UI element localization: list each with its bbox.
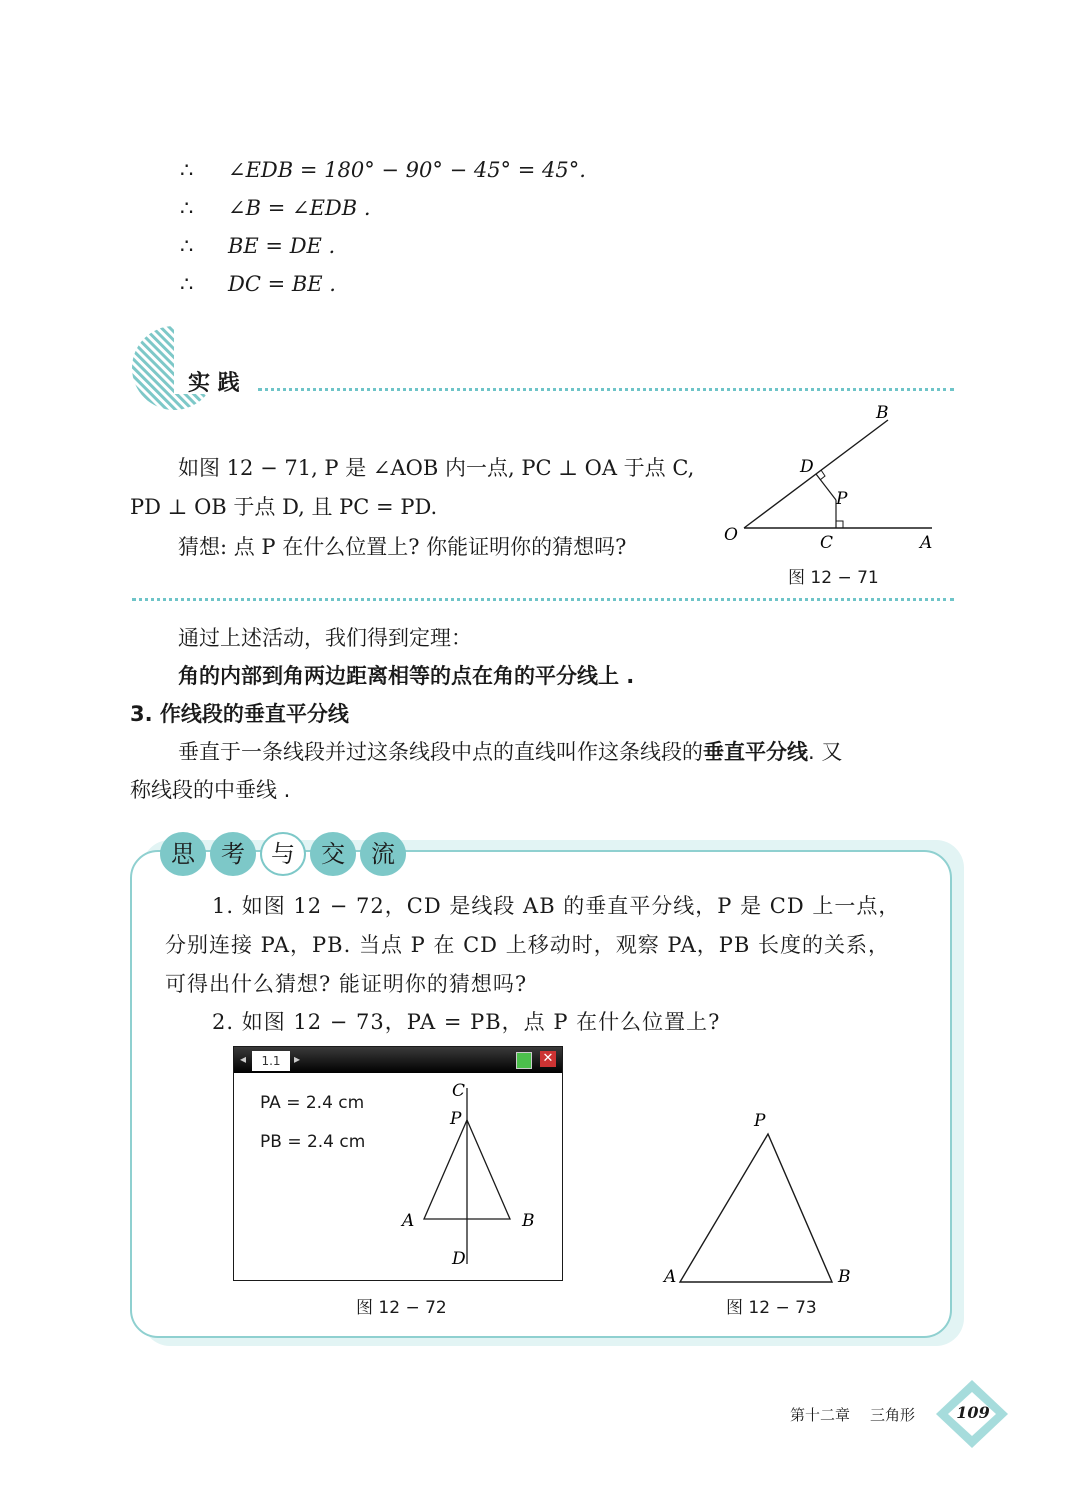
tab-right-arrow-icon[interactable]: ▸ (294, 1052, 301, 1066)
right-angle-c (836, 521, 843, 528)
figure-12-71 (720, 400, 950, 560)
measurement-pb: PB = 2.4 cm (260, 1132, 366, 1152)
proof-text: ∠B = ∠EDB . (228, 196, 371, 220)
paragraph-text: 垂直于一条线段并过这条线段中点的直线叫作这条线段的 (178, 740, 703, 764)
footer-title: 三角形 (870, 1406, 916, 1424)
practice-line-1: 如图 12 − 71, P 是 ∠AOB 内一点, PC ⊥ OA 于点 C, (178, 456, 695, 480)
label-p: P (836, 489, 848, 509)
footer-chapter: 第十二章 (790, 1406, 851, 1424)
label-b: B (838, 1267, 851, 1287)
figure-12-71-caption: 图 12 − 71 (788, 568, 879, 588)
think-badge-5: 流 (360, 832, 406, 876)
triangle-pab (680, 1134, 832, 1282)
screen-titlebar (234, 1047, 562, 1073)
practice-bottom-divider (132, 598, 954, 601)
segment-pd (816, 474, 836, 500)
therefore-symbol: ∴ (180, 196, 194, 220)
battery-icon (516, 1052, 532, 1069)
think-badge-4: 交 (310, 832, 356, 876)
label-a: A (402, 1211, 415, 1231)
therefore-symbol: ∴ (180, 158, 194, 182)
proof-line-2 (180, 196, 371, 220)
paragraph-text: . 又 (808, 740, 843, 764)
label-b: B (876, 403, 889, 423)
question-1-line-1: 1. 如图 12 − 72，CD 是线段 AB 的垂直平分线，P 是 CD 上一点， (212, 894, 901, 918)
think-badge-1: 思 (160, 832, 206, 876)
practice-title: 实 践 (188, 371, 240, 396)
label-b: B (522, 1211, 535, 1231)
practice-top-divider (258, 388, 954, 391)
right-angle-d (820, 470, 825, 480)
proof-line-3 (180, 234, 335, 258)
label-a: A (664, 1267, 677, 1287)
section-paragraph-line-1 (178, 736, 842, 766)
theorem-statement: 角的内部到角两边距离相等的点在角的平分线上 . (178, 664, 635, 688)
theorem-intro: 通过上述活动，我们得到定理： (178, 626, 472, 650)
section-heading: 3. 作线段的垂直平分线 (130, 702, 349, 726)
page-number: 109 (956, 1403, 990, 1422)
label-d: D (800, 457, 814, 477)
think-badge-2: 考 (210, 832, 256, 876)
question-2: 2. 如图 12 − 73，PA = PB，点 P 在什么位置上? (212, 1010, 721, 1034)
question-1-line-2: 分别连接 PA，PB. 当点 P 在 CD 上移动时，观察 PA，PB 长度的关系， (165, 933, 890, 957)
term-bold: 垂直平分线 (703, 740, 808, 764)
question-1-line-3: 可得出什么猜想? 能证明你的猜想吗? (165, 972, 528, 996)
close-icon[interactable]: ✕ (540, 1051, 556, 1067)
figure-12-72-drawing (390, 1074, 550, 1274)
proof-text: DC = BE . (228, 272, 336, 296)
figure-12-73-caption: 图 12 − 73 (726, 1298, 817, 1318)
label-d: D (452, 1249, 466, 1269)
label-p: P (450, 1109, 462, 1129)
figure-12-72-caption: 图 12 − 72 (356, 1298, 447, 1318)
tab-left-arrow-icon[interactable]: ◂ (240, 1052, 247, 1066)
label-c: C (452, 1081, 466, 1101)
figure-12-73 (656, 1104, 866, 1288)
label-o: O (724, 525, 738, 545)
label-c: C (820, 533, 834, 553)
label-a: A (920, 533, 933, 553)
proof-line-4 (180, 272, 336, 296)
label-p: P (754, 1111, 766, 1131)
measurement-pa: PA = 2.4 cm (260, 1093, 365, 1113)
think-badge-3: 与 (260, 832, 306, 876)
document-tab[interactable]: 1.1 (252, 1051, 290, 1071)
proof-line-1 (180, 158, 586, 182)
practice-line-2: PD ⊥ OB 于点 D, 且 PC = PD. (130, 495, 438, 519)
proof-text: BE = DE . (228, 234, 336, 258)
practice-line-3: 猜想: 点 P 在什么位置上? 你能证明你的猜想吗? (178, 535, 627, 559)
proof-text: ∠EDB = 180° − 90° − 45° = 45°. (228, 158, 586, 182)
therefore-symbol: ∴ (180, 234, 194, 258)
therefore-symbol: ∴ (180, 272, 194, 296)
section-paragraph-line-2: 称线段的中垂线 . (130, 778, 291, 802)
